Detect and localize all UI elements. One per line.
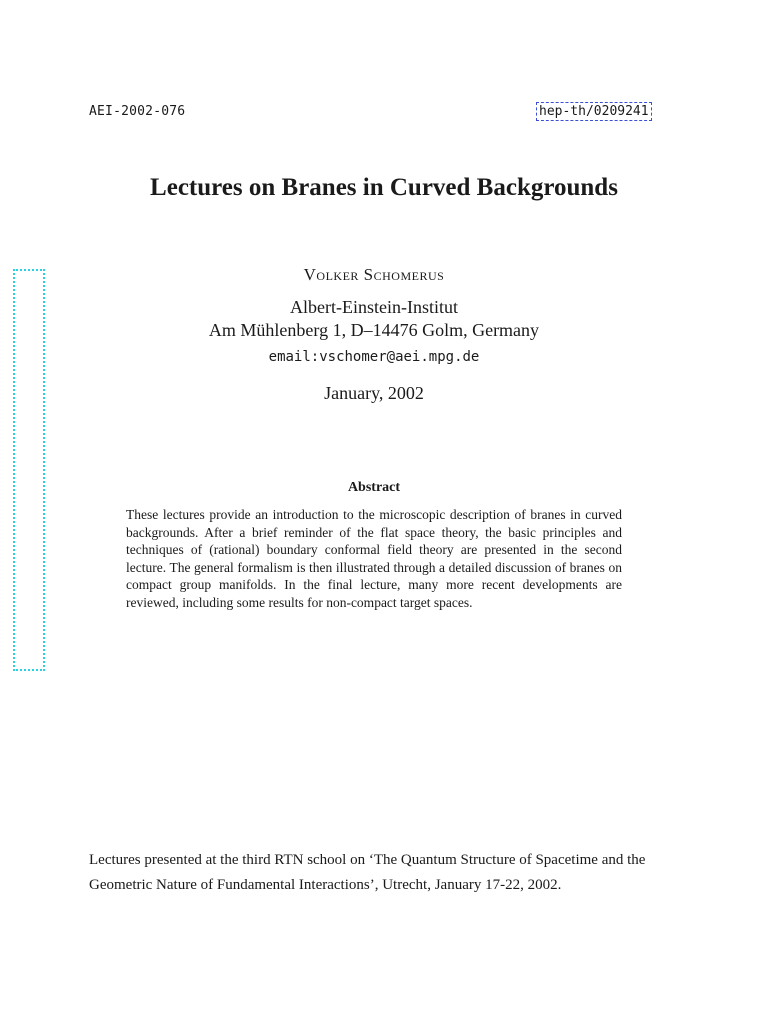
- paper-date: January, 2002: [324, 383, 424, 403]
- author-email: email:vschomer@aei.mpg.de: [268, 349, 480, 365]
- lecture-note: Lectures presented at the third RTN school on ‘The Quantum Structure of Spacetime and the Geometric Nature of Fundamental Interactions’, Utrecht, January 17-22, 2002.: [89, 852, 646, 893]
- paper-title: Lectures on Branes in Curved Backgrounds: [150, 174, 618, 201]
- affiliation-address: Am Mühlenberg 1, D–14476 Golm, Germany: [208, 320, 540, 340]
- report-number: AEI-2002-076: [89, 104, 186, 119]
- author-name: Volker Schomerus: [303, 265, 445, 284]
- arxiv-id-link[interactable]: hep-th/0209241: [539, 104, 649, 119]
- margin-annotation-box: [13, 269, 45, 671]
- abstract-heading: Abstract: [347, 480, 401, 495]
- abstract-text: These lectures provide an introduction to the microscopic description of branes in curved backgrounds. After a brief reminder of the flat space theory, the basic principles and techniques of (rational) boundary conformal field theory are presented in the second lecture. The general formalism is then illustrated through a detailed discussion of branes on compact group manifolds. In the final lecture, many more recent developments are reviewed, including some results for non-compact target spaces.: [126, 507, 622, 610]
- affiliation-institute: Albert-Einstein-Institut: [290, 297, 458, 317]
